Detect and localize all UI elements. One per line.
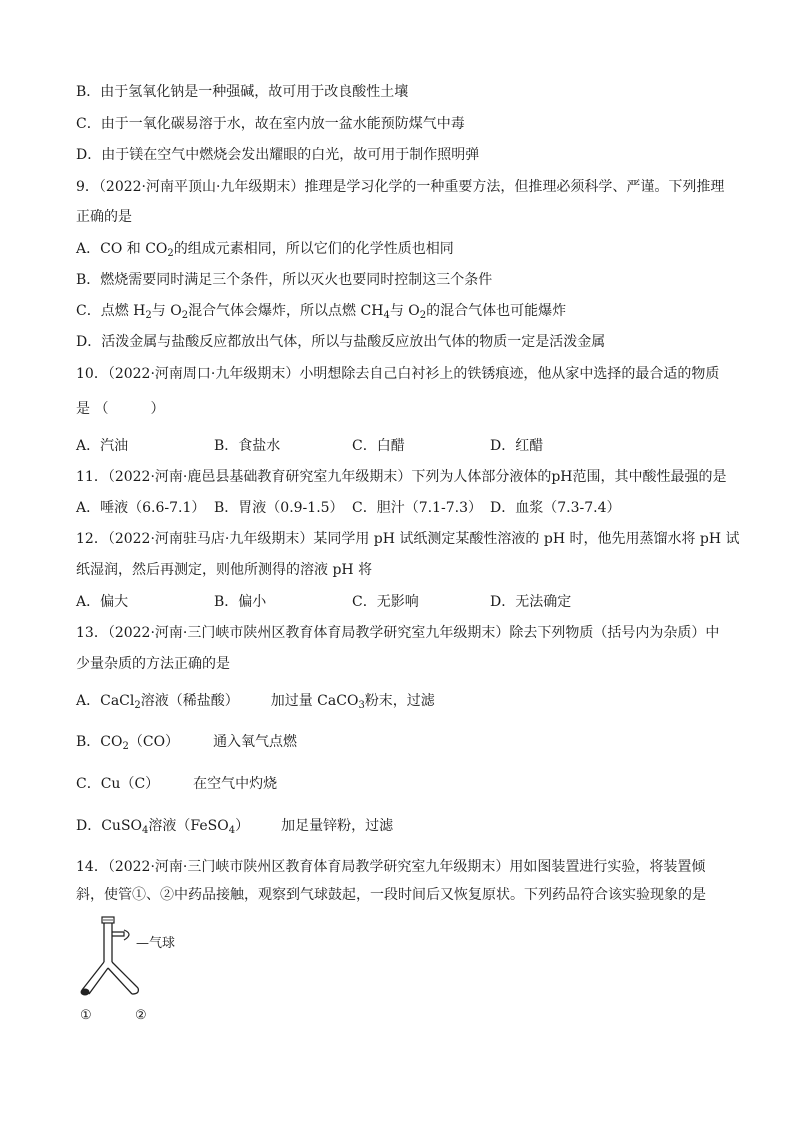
q14-stem-line2: 斜，使管①、②中药品接触，观察到气球鼓起，一段时间后又恢复原状。下列药品符合该实验现象的是 [76,887,706,903]
q8-option-c: C．由于一氧化碳易溶于水，故在室内放一盆水能预防煤气中毒 [76,116,465,132]
q10-option-c: C．白醋 [352,438,405,454]
right-branch-outer [112,962,138,988]
q9-option-d: D．活泼金属与盐酸反应都放出气体，所以与盐酸反应放出气体的物质一定是活泼金属 [76,334,606,350]
q12-option-a: A．偏大 [76,594,129,610]
q10-stem-line1: 10．（2022·河南周口·九年级期末）小明想除去自己白衬衫上的铁锈痕迹，他从家中选择的最合适的物质 [76,366,720,382]
q10-option-d: D．红醋 [490,438,544,454]
side-tube [112,932,124,936]
q11-option-c: C．胆汁（7.1-7.3） [352,500,482,516]
q12-option-d: D．无法确定 [490,594,572,610]
q11-option-b: B．胃液（0.9-1.5） [214,500,344,516]
right-branch-inner [108,968,132,994]
q10-option-b: B．食盐水 [214,438,281,454]
q13-option-d: D．CuSO$_4$溶液（FeSO$_4$） 加足量锌粉，过滤 [76,818,394,836]
q12-stem-line2: 纸湿润，然后再测定，则他所测得的溶液 pH 将 [76,562,373,578]
balloon [124,930,129,940]
q13-option-a: A．CaCl$_2$溶液（稀盐酸） 加过量 CaCO$_3$粉末，过滤 [76,693,435,711]
q8-option-b: B．由于氢氧化钠是一种强碱，故可用于改良酸性土壤 [76,84,409,100]
q11-stem: 11．（2022·河南·鹿邑县基础教育研究室九年级期末）下列为人体部分液体的pH范围，其中酸性最强的是 [76,469,727,485]
left-branch-inner [89,968,108,994]
q11-option-d: D．血浆（7.3-7.4） [490,500,621,516]
q9-stem-line2: 正确的是 [76,209,132,225]
y-tube-drawing [76,912,216,1012]
q10-stem-line2: 是 （ ） [76,401,165,417]
q9-option-c: C．点燃 $H_2$与 $O_2$混合气体会爆炸，所以点燃 $CH_4$与 $O_2$的混合气体也可能爆炸 [76,303,567,321]
left-branch-outer [82,962,104,990]
right-tube-end [132,988,138,994]
q12-option-b: B．偏小 [214,594,267,610]
y-tube-diagram [76,912,216,1032]
left-tube-end [81,989,90,996]
q13-option-c: C．Cu（C） 在空气中灼烧 [76,776,278,792]
tube-label-2: ② [135,1008,147,1023]
q10-option-a: A．汽油 [76,438,129,454]
q12-stem-line1: 12．（2022·河南驻马店·九年级期末）某同学用 pH 试纸测定某酸性溶液的 pH 时，他先用蒸馏水将 pH 试 [76,531,740,547]
q13-option-b: B．$CO_2(CO)$ 通入氧气点燃 [76,734,298,752]
q12-option-c: C．无影响 [352,594,419,610]
q13-stem-line1: 13．（2022·河南·三门峡市陕州区教育体育局教学研究室九年级期末）除去下列物质（括号内为杂质）中 [76,625,720,641]
q9-option-a: A．CO 和 $CO_2$的组成元素相同，所以它们的化学性质也相同 [76,241,454,259]
q9-stem-line1: 9．（2022·河南平顶山·九年级期末）推理是学习化学的一种重要方法，但推理必须科学、严谨。下列推理 [76,179,725,195]
tube-label-1: ① [80,1008,92,1023]
q14-stem-line1: 14．（2022·河南·三门峡市陕州区教育体育局教学研究室九年级期末）用如图装置进行实验，将装置倾 [76,859,706,875]
q13-stem-line2: 少量杂质的方法正确的是 [76,656,230,672]
balloon-label: —气球 [136,936,176,951]
q9-option-b: B．燃烧需要同时满足三个条件，所以灭火也要同时控制这三个条件 [76,272,493,288]
q8-option-d: D．由于镁在空气中燃烧会发出耀眼的白光，故可用于制作照明弹 [76,147,480,163]
q11-option-a: A．唾液（6.6-7.1） [76,500,206,516]
